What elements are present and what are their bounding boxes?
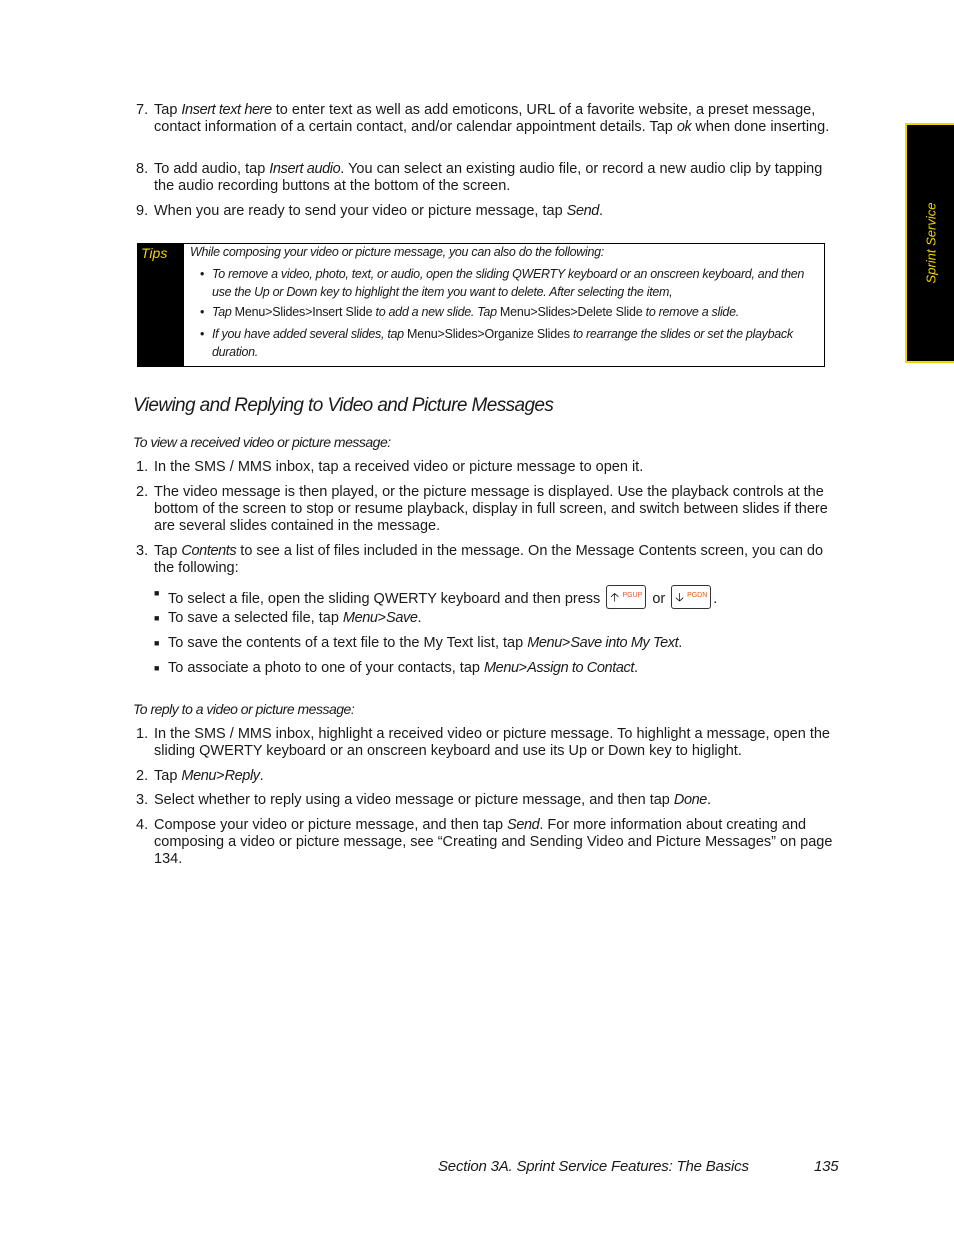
reply-step-4-number: 4. [136, 817, 149, 833]
step-8-text: To add audio, tap Insert audio. You can select an existing audio file, or record a new audio clip by tapping the audio recording buttons at the bottom of the screen. [154, 161, 823, 194]
tips-label: Tips [141, 245, 168, 261]
pgdn-key-label: PGDN [687, 592, 708, 599]
tips-box [137, 243, 825, 367]
bullet-square: ■ [154, 613, 160, 623]
view-bullet-assign-contact: To associate a photo to one of your contacts, tap Menu>Assign to Contact. [168, 660, 638, 676]
pgup-key-label: PGUP [622, 592, 643, 599]
view-step-1-text: In the SMS / MMS inbox, tap a received video or picture message to open it. [154, 459, 644, 475]
reply-step-3-number: 3. [136, 792, 149, 808]
step-9-number: 9. [136, 203, 149, 219]
tips-bullet-insert-delete: Tap Menu>Slides>Insert Slide to add a new slide. Tap Menu>Slides>Delete Slide to remove a slide. [212, 305, 739, 319]
step-7-text: Tap Insert text here to enter text as well as add emoticons, URL of a favorite website, a preset message, contact information of a certain contact, and/or calendar appointment details. Tap ok when done inserting. [154, 102, 830, 135]
view-bullet-select-file: To select a file, open the sliding QWERTY keyboard and then press 🡡 PGUP or 🡣 PGDN . [168, 585, 838, 609]
reply-step-3-text: Select whether to reply using a video message or picture message, and then tap Done. [154, 792, 711, 808]
view-step-3-text: Tap Contents to see a list of files included in the message. On the Message Contents screen, you can do the following: [154, 543, 824, 576]
step-9-text: When you are ready to send your video or picture message, tap Send. [154, 203, 603, 219]
reply-step-2-text: Tap Menu>Reply. [154, 768, 264, 784]
arrow-up-icon: 🡡 [610, 590, 619, 604]
bullet-square: ■ [154, 638, 160, 648]
view-step-2-text: The video message is then played, or the picture message is displayed. Use the playback controls at the bottom of the screen to stop or resume playback, display in full screen, and switch between slides if there are several slides contained in the message. [154, 484, 828, 534]
tips-bullet-dot: • [200, 327, 205, 341]
tips-intro: While composing your video or picture message, you can also do the following: [190, 245, 604, 259]
tips-sidebar [138, 244, 184, 366]
section-heading: Viewing and Replying to Video and Picture Messages [133, 395, 554, 416]
tips-bullet-remove: To remove a video, photo, text, or audio, open the sliding QWERTY keyboard or an onscreen keyboard, and then use the Up or Down key to highlight the item you want to delete. After selecting the item, [212, 267, 805, 299]
view-subheading: To view a received video or picture message: [133, 434, 391, 450]
step-8-number: 8. [136, 161, 149, 177]
reply-step-2-number: 2. [136, 768, 149, 784]
reply-step-4-text: Compose your video or picture message, and then tap Send. For more information about creating and composing a video or picture message, see “Creating and Sending Video and Picture Messages” on page 134. [154, 817, 833, 867]
tips-bullet-dot: • [200, 305, 205, 319]
view-step-2-number: 2. [136, 484, 149, 500]
reply-step-1-text: In the SMS / MMS inbox, highlight a received video or picture message. To highlight a message, open the sliding QWERTY keyboard or an onscreen keyboard and use its Up or Down key to higlight. [154, 726, 830, 759]
tips-bullet-dot: • [200, 267, 205, 281]
view-bullet-save-text: To save the contents of a text file to the My Text list, tap Menu>Save into My Text. [168, 635, 683, 651]
view-bullet-save-file: To save a selected file, tap Menu>Save. [168, 610, 422, 626]
pgup-key [606, 585, 646, 609]
step-7-number: 7. [136, 102, 149, 118]
footer-page-number: 135 [814, 1158, 839, 1175]
side-tab-label: Sprint Service [923, 202, 938, 284]
reply-step-1-number: 1. [136, 726, 149, 742]
view-step-3-number: 3. [136, 543, 149, 559]
view-step-1-number: 1. [136, 459, 149, 475]
bullet-square: ■ [154, 663, 160, 673]
pgdn-key [671, 585, 711, 609]
arrow-down-icon: 🡣 [675, 590, 684, 604]
section-side-tab [905, 123, 954, 363]
tips-bullet-organize: If you have added several slides, tap Menu>Slides>Organize Slides to rearrange the slides or set the playback duration. [212, 327, 793, 359]
bullet-square: ■ [154, 588, 160, 598]
footer-section-title: Section 3A. Sprint Service Features: The Basics [438, 1158, 749, 1175]
reply-subheading: To reply to a video or picture message: [133, 701, 355, 717]
